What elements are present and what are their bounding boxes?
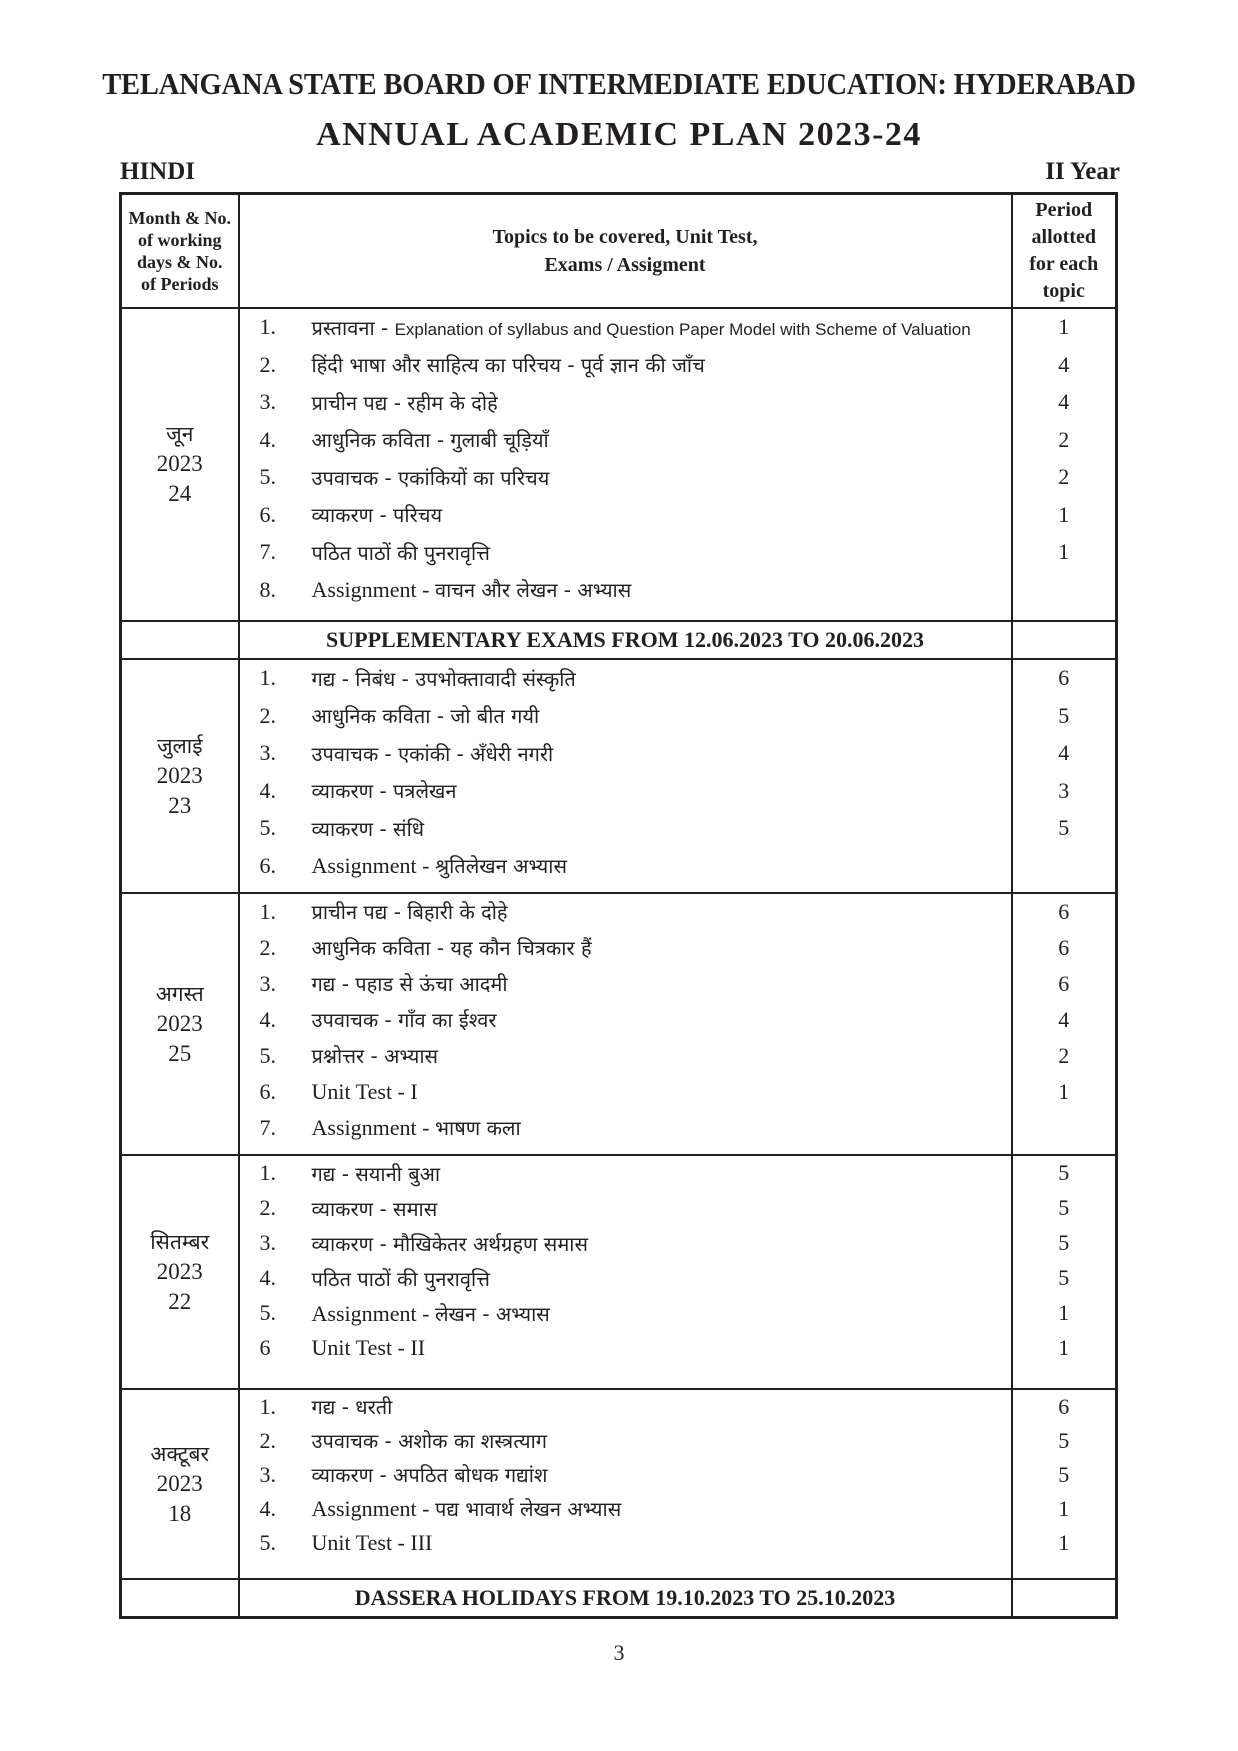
month-block-july (121, 659, 1117, 893)
topic-hindi-text: हिंदी भाषा और साहित्य का परिचय - पूर्व ज्ञान की जाँच (311, 353, 705, 378)
topic-text (312, 1006, 1011, 1033)
period-value: 4 (1058, 351, 1070, 377)
period-value: 1 (1058, 1495, 1070, 1521)
month-column-header: Month & No. of working days & No. of Periods (121, 194, 239, 308)
topic-text (312, 351, 1011, 378)
topic-text (312, 898, 1011, 925)
dassera-banner-row (121, 1579, 1117, 1618)
topic-text (312, 934, 1011, 961)
topic-number: 2. (259, 1195, 276, 1220)
month-row (121, 659, 1117, 893)
topic-text (312, 1042, 1011, 1069)
month-row (121, 893, 1117, 1155)
period-value: 5 (1058, 1195, 1070, 1220)
period-value: 6 (1058, 898, 1070, 924)
period-value: 2 (1058, 1042, 1070, 1068)
month-block-august (121, 893, 1117, 1155)
topic-item (240, 930, 1011, 966)
topic-item (240, 1038, 1011, 1074)
year-label: II Year (1045, 158, 1120, 185)
month-days: 24 (168, 481, 192, 506)
board-title: TELANGANA STATE BOARD OF INTERMEDIATE EDUCATION: HYDERABAD (102, 66, 1136, 101)
month-row (121, 308, 1117, 621)
period-value: 4 (1058, 1006, 1070, 1032)
period-value (1013, 847, 1116, 885)
month-days: 22 (168, 1288, 192, 1314)
topics-cell (239, 1155, 1012, 1389)
month-block-june (121, 308, 1117, 621)
topic-text (312, 1265, 1011, 1292)
topic-number: 5. (259, 464, 276, 490)
topic-number: 2. (259, 702, 276, 728)
month-block-september (121, 1155, 1117, 1389)
topic-item (240, 1390, 1011, 1424)
topic-number: 4. (259, 426, 276, 452)
plan-title: ANNUAL ACADEMIC PLAN 2023-24 (316, 116, 922, 153)
period-value: 3 (1058, 777, 1070, 803)
month-cell (121, 659, 239, 893)
month-year: 2023 (156, 451, 203, 476)
topic-hindi-text: प्रस्तावना - (311, 315, 395, 340)
topic-number: 8. (259, 576, 276, 602)
topic-hindi-text: पठित पाठों की पुनरावृत्ति (311, 1266, 490, 1291)
topic-item (240, 894, 1011, 930)
topic-number: 2. (259, 1427, 276, 1453)
topic-hindi-text: पठित पाठों की पुनरावृत्ति (311, 540, 490, 565)
topic-text (312, 1427, 1011, 1454)
period-value: 4 (1058, 740, 1070, 766)
period-value (1013, 1110, 1116, 1146)
topic-hindi-text: श्रुतिलेखन अभ्यास (434, 854, 567, 879)
topic-text (312, 852, 1011, 879)
topic-hindi-text: प्राचीन पद्य - रहीम के दोहे (311, 390, 498, 415)
topic-number: 6. (259, 852, 276, 878)
topics-column-header: Topics to be covered, Unit Test, Exams / Assigment (239, 194, 1012, 308)
topic-text (312, 740, 1011, 767)
period-value: 6 (1058, 934, 1070, 960)
topic-item (240, 309, 1011, 347)
topic-number: 1. (259, 1160, 276, 1185)
topic-text (312, 576, 1011, 603)
topic-english-text: Unit Test - III (311, 1529, 433, 1555)
period-value: 6 (1058, 970, 1070, 996)
period-value: 1 (1058, 1529, 1070, 1555)
topic-text (312, 539, 1011, 566)
period-value: 5 (1058, 815, 1070, 841)
period-value: 1 (1058, 1300, 1070, 1325)
topic-text (312, 1461, 1011, 1488)
topic-hindi-text: उपवाचक - गाँव का ईश्वर (311, 1008, 497, 1032)
topic-item (240, 1331, 1011, 1366)
topic-number: 1. (259, 1393, 276, 1419)
period-value: 4 (1058, 389, 1070, 415)
topics-cell (239, 308, 1012, 621)
academic-plan-table (119, 192, 1118, 1619)
topic-text (312, 970, 1011, 997)
topic-hindi-text: गद्य - धरती (311, 1395, 393, 1419)
period-value: 1 (1058, 501, 1070, 527)
topic-text (312, 1195, 1011, 1222)
periods-cell (1012, 1155, 1117, 1389)
period-value: 5 (1058, 1461, 1070, 1487)
topic-hindi-text: गद्य - पहाड से ऊंचा आदमी (311, 972, 508, 996)
topic-item (240, 1226, 1011, 1261)
period-value: 1 (1058, 539, 1070, 565)
month-year: 2023 (156, 762, 203, 788)
topic-number: 1. (259, 898, 276, 924)
topic-number: 4. (259, 1265, 276, 1290)
period-value: 5 (1058, 1427, 1070, 1453)
table-header-row (121, 194, 1117, 308)
periods-cell (1012, 659, 1117, 893)
topic-hindi-text: गद्य - निबंध - उपभोक्तावादी संस्कृति (311, 666, 576, 691)
topic-text (312, 1300, 1011, 1327)
topic-hindi-text: गद्य - सयानी बुआ (311, 1161, 441, 1186)
topic-text (312, 464, 1011, 491)
topic-item (240, 459, 1011, 497)
topic-hindi-text: आधुनिक कविता - यह कौन चित्रकार हैं (311, 936, 592, 960)
topic-item (240, 847, 1011, 885)
topic-hindi-text: आधुनिक कविता - गुलाबी चूड़ियाँ (311, 428, 549, 453)
topic-number: 4. (259, 1495, 276, 1521)
topic-hindi-text: भाषण कला (434, 1116, 521, 1140)
topic-number: 5. (259, 1042, 276, 1068)
topic-item (240, 966, 1011, 1002)
topic-hindi-text: आधुनिक कविता - जो बीत गयी (311, 704, 540, 729)
topic-item (240, 534, 1011, 572)
topic-hindi-text: व्याकरण - पत्रलेखन (311, 779, 457, 804)
period-value: 5 (1058, 1230, 1070, 1255)
topic-number: 4. (259, 1006, 276, 1032)
topic-number: 2. (259, 351, 276, 377)
topic-hindi-text: व्याकरण - समास (311, 1196, 438, 1221)
periods-cell (1012, 1389, 1117, 1579)
topic-text (312, 1079, 1011, 1105)
topic-text (312, 314, 1011, 341)
topic-item (240, 1261, 1011, 1296)
topic-hindi-text: व्याकरण - अपठित बोधक गद्यांश (311, 1463, 548, 1487)
topic-item (240, 1424, 1011, 1458)
period-value: 2 (1058, 426, 1070, 452)
topic-text (312, 1160, 1011, 1187)
period-column-header: Period allotted for each topic (1012, 194, 1117, 308)
topic-item (240, 772, 1011, 810)
month-year: 2023 (156, 1010, 203, 1036)
topic-number: 5. (259, 815, 276, 841)
month-days: 25 (168, 1040, 192, 1066)
periods-cell (1012, 308, 1117, 621)
topic-hindi-text: पद्य भावार्थ लेखन अभ्यास (434, 1497, 622, 1521)
month-cell (121, 308, 239, 621)
topic-number: 4. (259, 777, 276, 803)
topics-cell (239, 659, 1012, 893)
topic-hindi-text: उपवाचक - एकांकियों का परिचय (311, 465, 550, 490)
topic-hindi-text: वाचन और लेखन - अभ्यास (434, 578, 632, 603)
topic-item (240, 1002, 1011, 1038)
topic-text (312, 815, 1011, 842)
topic-hindi-text: प्राचीन पद्य - बिहारी के दोहे (311, 900, 508, 924)
period-value: 2 (1058, 464, 1070, 490)
topic-number: 3. (259, 740, 276, 766)
month-year: 2023 (156, 1258, 203, 1284)
month-days: 18 (168, 1500, 192, 1526)
month-name: जून (166, 422, 194, 446)
topic-item (240, 1156, 1011, 1191)
topic-english-text: Assignment - (311, 577, 435, 603)
period-value: 1 (1058, 1335, 1070, 1360)
topic-item (240, 496, 1011, 534)
month-row (121, 1155, 1117, 1389)
topic-item (240, 735, 1011, 773)
period-value: 6 (1058, 665, 1070, 691)
month-days: 23 (168, 792, 192, 818)
periods-cell (1012, 893, 1117, 1155)
topic-text (312, 1393, 1011, 1420)
topic-number: 3. (259, 1230, 276, 1255)
month-cell (121, 1389, 239, 1579)
topic-text (312, 426, 1011, 453)
period-value: 6 (1058, 1393, 1070, 1419)
topic-text (312, 501, 1011, 528)
topic-hindi-text: उपवाचक - अशोक का शस्त्रत्याग (311, 1429, 548, 1453)
month-block-october (121, 1389, 1117, 1579)
month-name: अक्टूबर (150, 1441, 210, 1466)
topic-text (312, 389, 1011, 416)
topic-number: 5. (259, 1529, 276, 1555)
period-value (1013, 571, 1116, 609)
topic-number: 1. (259, 665, 276, 691)
topic-item (240, 571, 1011, 609)
month-name: अगस्त (155, 981, 204, 1006)
topic-english-text: Assignment - (311, 1115, 435, 1140)
topic-hindi-text: व्याकरण - परिचय (311, 503, 443, 528)
topic-text (312, 1230, 1011, 1257)
period-value: 1 (1058, 1078, 1070, 1104)
topic-item (240, 1296, 1011, 1331)
topic-number: 3. (259, 970, 276, 996)
topic-item (240, 1110, 1011, 1146)
topic-number: 5. (259, 1300, 276, 1325)
supplementary-banner: SUPPLEMENTARY EXAMS FROM 12.06.2023 TO 20.06.2023 (239, 621, 1012, 659)
topics-cell (239, 1389, 1012, 1579)
topic-item (240, 1458, 1011, 1492)
topic-text (312, 777, 1011, 804)
page-number: 3 (613, 1640, 625, 1665)
topic-item (240, 810, 1011, 848)
month-year: 2023 (156, 1470, 203, 1496)
topic-item (240, 1191, 1011, 1226)
topic-text (312, 665, 1011, 692)
topic-english-text: Unit Test - I (311, 1078, 418, 1104)
topic-english-text: Assignment - (311, 1300, 435, 1326)
supplementary-banner-row (121, 621, 1117, 659)
month-name: जुलाई (156, 733, 203, 758)
topic-hindi-text: प्रश्नोत्तर - अभ्यास (311, 1044, 439, 1068)
topic-description: Explanation of syllabus and Question Paper Model with Scheme of Valuation (394, 319, 971, 339)
month-cell (121, 1155, 239, 1389)
topic-item (240, 1074, 1011, 1110)
topic-number: 6. (259, 501, 276, 527)
topic-number: 3. (259, 1461, 276, 1487)
period-value: 1 (1058, 314, 1070, 340)
subject-label: HINDI (120, 158, 196, 185)
topic-hindi-text: व्याकरण - संधि (311, 816, 425, 841)
topic-item (240, 660, 1011, 698)
month-name: सितम्बर (150, 1229, 210, 1254)
topic-item (240, 697, 1011, 735)
month-cell (121, 893, 239, 1155)
dassera-banner: DASSERA HOLIDAYS FROM 19.10.2023 TO 25.10.2023 (239, 1579, 1012, 1618)
topic-number: 2. (259, 934, 276, 960)
period-value: 5 (1058, 1160, 1070, 1185)
topic-hindi-text: उपवाचक - एकांकी - अँधेरी नगरी (311, 741, 554, 766)
topic-item (240, 384, 1011, 422)
topic-item (240, 1526, 1011, 1560)
month-row (121, 1389, 1117, 1579)
topic-english-text: Assignment - (311, 853, 435, 879)
topic-text (312, 1495, 1011, 1522)
topic-hindi-text: व्याकरण - मौखिकेतर अर्थग्रहण समास (311, 1231, 588, 1256)
topic-item (240, 346, 1011, 384)
period-value: 5 (1058, 1265, 1070, 1290)
topic-hindi-text: लेखन - अभ्यास (434, 1301, 550, 1326)
topic-text (312, 1530, 1011, 1556)
topic-number: 1. (259, 314, 276, 340)
topic-text (312, 1114, 1011, 1141)
topic-number: 7. (259, 1114, 276, 1140)
topic-number: 6. (259, 1078, 276, 1104)
topic-item (240, 421, 1011, 459)
topic-number: 7. (259, 539, 276, 565)
topic-english-text: Assignment - (311, 1496, 435, 1521)
period-value: 5 (1058, 702, 1070, 728)
topic-english-text: Unit Test - II (311, 1335, 426, 1360)
topic-item (240, 1492, 1011, 1526)
topic-number: 3. (259, 389, 276, 415)
topic-text (312, 1335, 1011, 1361)
topics-cell (239, 893, 1012, 1155)
topic-text (312, 702, 1011, 729)
topic-number: 6 (259, 1335, 271, 1360)
